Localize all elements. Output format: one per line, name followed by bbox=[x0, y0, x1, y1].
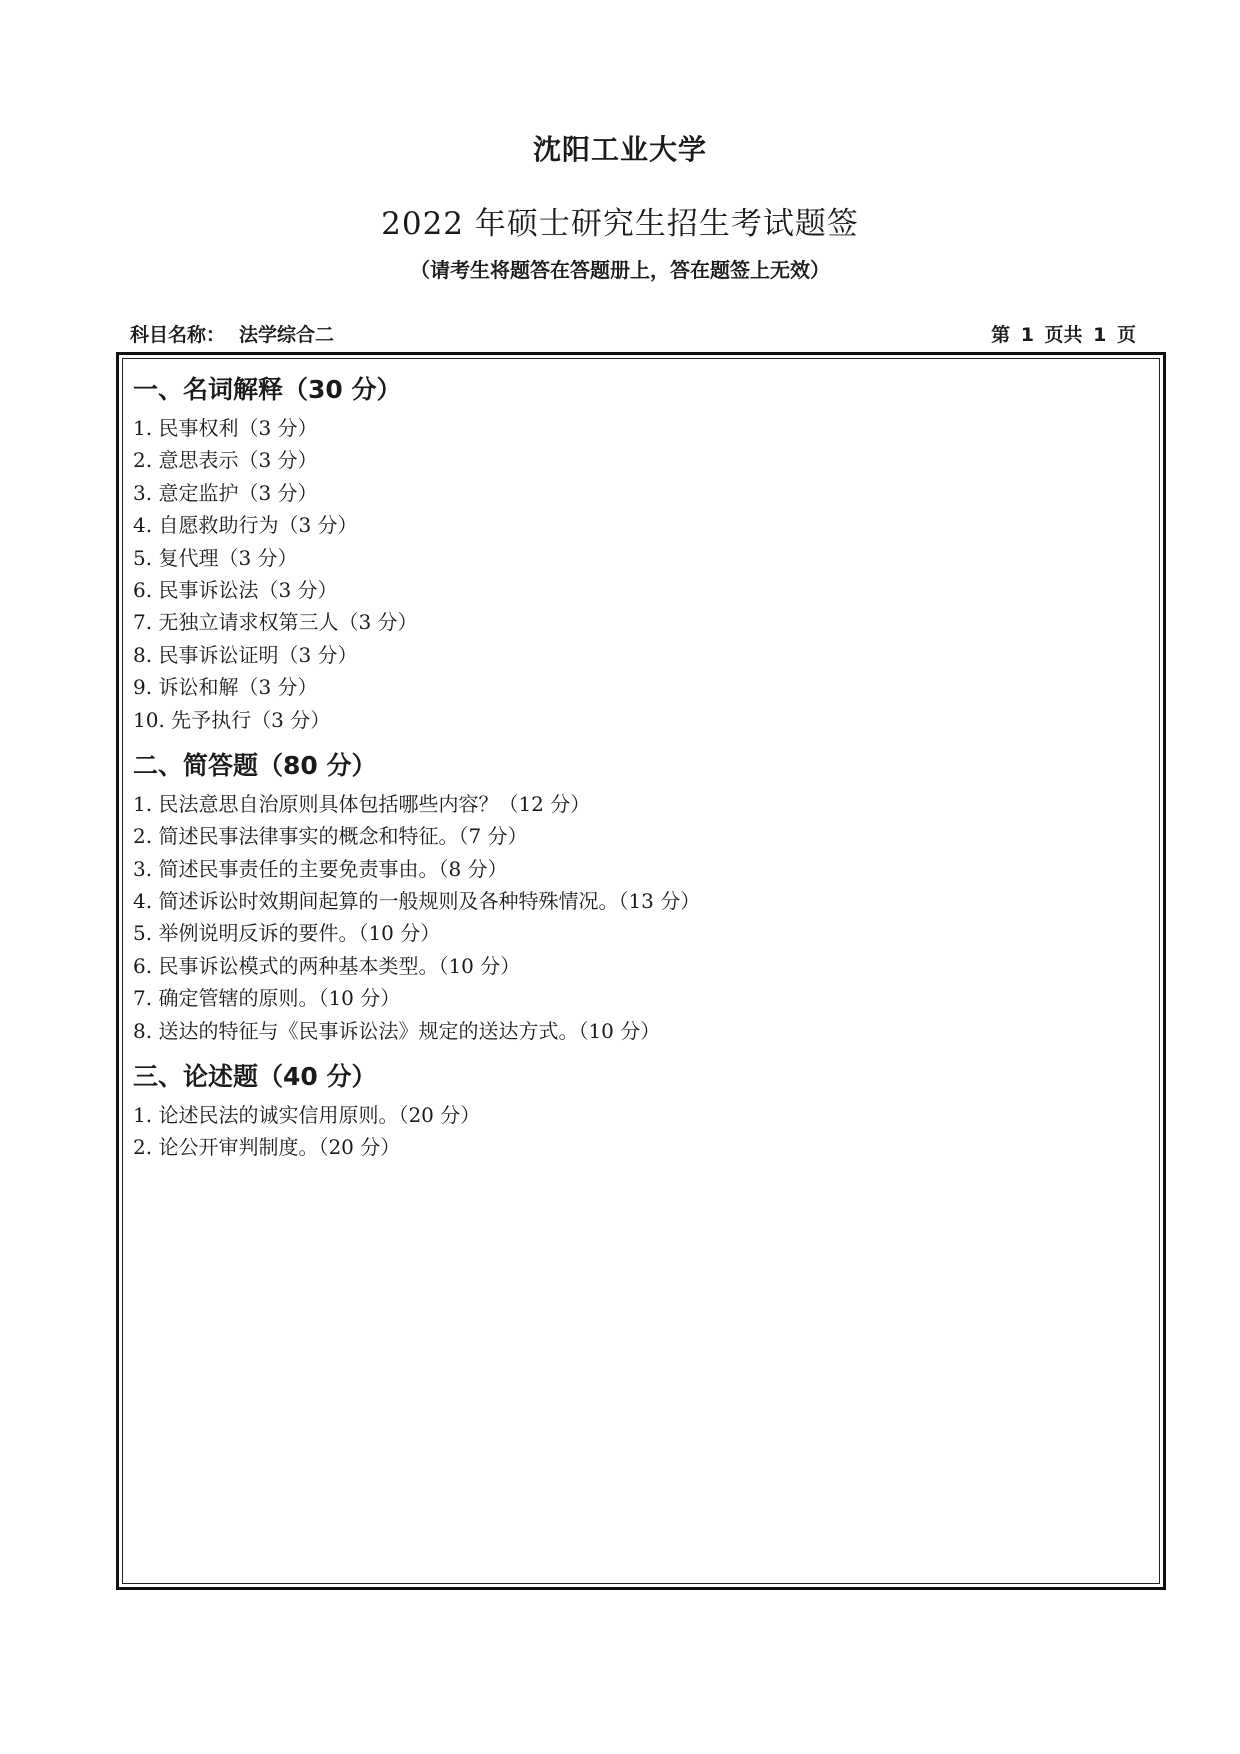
question-item: 3. 简述民事责任的主要免责事由。（8 分） bbox=[133, 856, 508, 881]
section-short-answer bbox=[133, 744, 1133, 1047]
question-list bbox=[133, 788, 1133, 1047]
section-term-definitions bbox=[133, 368, 1133, 736]
question-item: 2. 论公开审判制度。（20 分） bbox=[133, 1135, 401, 1160]
page-info: 第 1 页共 1 页 bbox=[991, 324, 1136, 346]
question-item: 6. 民事诉讼法（3 分） bbox=[133, 577, 338, 602]
question-item: 9. 诉讼和解（3 分） bbox=[133, 675, 318, 700]
question-item: 1. 民事权利（3 分） bbox=[133, 416, 318, 440]
section-title: 三、论述题（40 分） bbox=[133, 1062, 377, 1092]
question-list bbox=[133, 412, 1133, 736]
question-item: 10. 先予执行（3 分） bbox=[133, 707, 331, 732]
question-item: 3. 意定监护（3 分） bbox=[133, 480, 318, 505]
question-item: 4. 简述诉讼时效期间起算的一般规则及各种特殊情况。（13 分） bbox=[133, 889, 701, 914]
subject-value: 法学综合二 bbox=[239, 324, 335, 346]
section-title: 二、简答题（80 分） bbox=[133, 750, 377, 780]
question-item: 2. 简述民事法律事实的概念和特征。（7 分） bbox=[133, 824, 528, 849]
section-title: 一、名词解释（30 分） bbox=[133, 375, 402, 404]
question-item: 7. 确定管辖的原则。（10 分） bbox=[133, 986, 401, 1011]
subject-label: 科目名称： bbox=[130, 324, 226, 346]
question-content bbox=[133, 368, 1133, 1170]
school-name: 沈阳工业大学 bbox=[532, 133, 707, 166]
question-item: 4. 自愿救助行为（3 分） bbox=[133, 513, 358, 538]
question-item: 8. 民事诉讼证明（3 分） bbox=[133, 642, 358, 667]
question-item: 1. 民法意思自治原则具体包括哪些内容？（12 分） bbox=[133, 791, 591, 816]
question-item: 8. 送达的特征与《民事诉讼法》规定的送达方式。（10 分） bbox=[133, 1018, 661, 1043]
exam-notice: （请考生将题答在答题册上，答在题签上无效） bbox=[410, 258, 830, 282]
question-item: 5. 复代理（3 分） bbox=[133, 545, 298, 570]
question-item: 6. 民事诉讼模式的两种基本类型。（10 分） bbox=[133, 953, 521, 978]
question-item: 7. 无独立请求权第三人（3 分） bbox=[133, 610, 418, 635]
question-item: 2. 意思表示（3 分） bbox=[133, 448, 318, 473]
exam-title: 2022 年硕士研究生招生考试题签 bbox=[381, 206, 859, 242]
section-essay bbox=[133, 1055, 1133, 1164]
question-item: 1. 论述民法的诚实信用原则。（20 分） bbox=[133, 1103, 481, 1128]
question-list bbox=[133, 1099, 1133, 1164]
question-item: 5. 举例说明反诉的要件。（10 分） bbox=[133, 921, 441, 946]
subject-line bbox=[130, 320, 334, 347]
